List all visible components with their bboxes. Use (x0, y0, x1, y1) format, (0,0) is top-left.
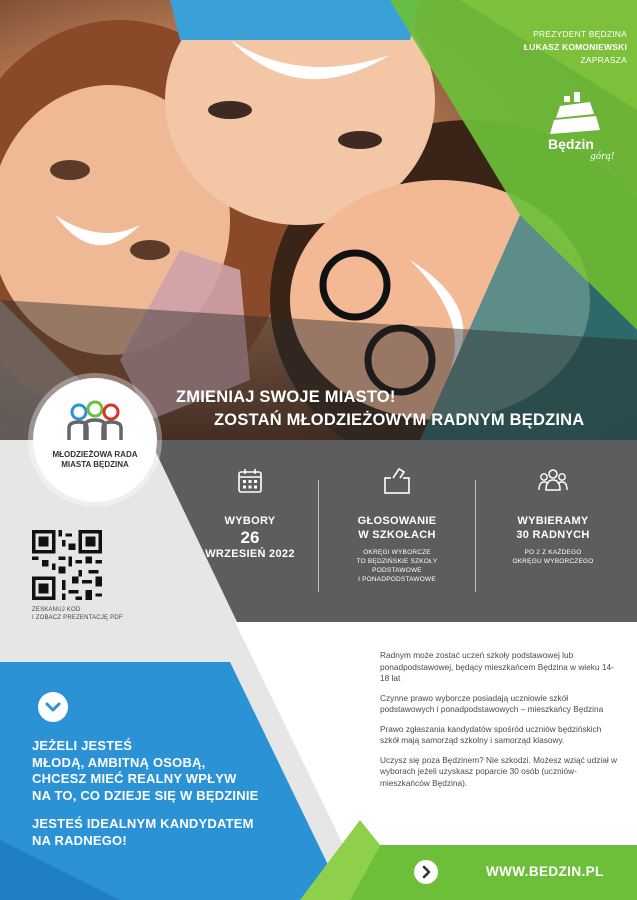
scroll-down-button[interactable] (38, 692, 68, 722)
elections-label: WYBORY (224, 515, 276, 527)
eligibility-paragraph-1: Radnym może zostać uczeń szkoły podstawowej lub ponadpodstawowej, będący mieszkańcem Będzina w wieku 14-18 lat (380, 650, 614, 683)
info-voting-in-schools (322, 466, 472, 584)
council-count-details (478, 548, 628, 566)
cta-line-4: NA TO, CO DZIEJE SIĘ W BĘDZINIE (32, 787, 259, 803)
youth-council-logo (33, 378, 157, 502)
ballot-box-icon (382, 466, 412, 496)
eligibility-paragraph-3: Prawo zgłaszania kandydatów spośród uczniów będzińskich szkół mają samorząd szkolny i samorząd klasowy. (380, 723, 602, 745)
youth-council-line-2: MIASTA BĘDZINA (61, 460, 129, 469)
president-name: ŁUKASZ KOMONIEWSKI (523, 42, 627, 52)
call-to-action (32, 738, 259, 849)
qr-caption (32, 606, 123, 622)
voting-label-2: W SZKOŁACH (358, 529, 436, 541)
council-count-label-1: WYBIERAMY (517, 515, 589, 527)
voting-details (322, 548, 472, 584)
elections-day: 26 (240, 528, 260, 547)
voting-detail-4: I PONADPODSTAWOWE (358, 576, 436, 583)
elections-month: WRZESIEŃ 2022 (205, 548, 295, 560)
info-council-count (478, 466, 628, 566)
divider (475, 480, 476, 592)
divider (318, 480, 319, 592)
chevron-right-icon (414, 860, 438, 884)
voting-label-1: GŁOSOWANIE (357, 515, 437, 527)
youth-council-name (33, 450, 157, 470)
qr-caption-line-2: I ZOBACZ PREZENTACJĘ PDF (32, 615, 123, 621)
main-headline (176, 386, 584, 432)
cta-line-1: JEŻELI JESTEŚ (32, 738, 133, 753)
youth-council-people-icon (33, 378, 157, 502)
president-invitation (447, 28, 627, 67)
headline-line-2: ZOSTAŃ MŁODZIEŻOWYM RADNYM BĘDZINA (214, 411, 585, 429)
voting-detail-2: TO BĘDZIŃSKIE SZKOŁY (356, 558, 438, 565)
qr-code[interactable] (32, 530, 102, 600)
president-line-3: ZAPRASZA (580, 55, 627, 65)
qr-caption-line-1: ZESKANUJ KOD (32, 607, 81, 613)
youth-council-line-1: MŁODZIEŻOWA RADA (52, 450, 138, 459)
voting-detail-3: PODSTAWOWE (372, 567, 422, 574)
eligibility-paragraph-2: Czynne prawo wyborcze posiadają uczniowie szkół podstawowych i ponadpodstawowych – mieszkańcy Będzina (380, 692, 604, 714)
council-count-label-2: 30 RADNYCH (516, 529, 590, 541)
city-logo-tagline: górą! (590, 152, 615, 162)
council-count-detail-1: PO 2 Z KAŻDEGO (524, 549, 582, 556)
website-link-button[interactable] (414, 860, 438, 884)
cta-line-5: JESTEŚ IDEALNYM KANDYDATEM (32, 816, 254, 831)
eligibility-paragraph-4: Uczysz się poza Będzinem? Nie szkodzi. Możesz wziąć udział w wyborach jeżeli uzyskasz poparcie 30 osób (uczniów-mieszkańców Będzina). (380, 754, 618, 788)
info-elections-date (175, 466, 325, 561)
cta-line-6: NA RADNEGO! (32, 832, 127, 848)
cta-line-3: CHCESZ MIEĆ REALNY WPŁYW (32, 771, 237, 786)
website-url[interactable]: WWW.BEDZIN.PL (486, 864, 604, 879)
cta-line-2: MŁODĄ, AMBITNĄ OSOBĄ, (32, 754, 206, 770)
president-line-1: PREZYDENT BĘDZINA (533, 29, 627, 39)
voting-detail-1: OKRĘGI WYBORCZE (363, 549, 431, 556)
chevron-down-icon (38, 692, 68, 722)
city-logo-name: Będzin (548, 136, 594, 152)
council-count-detail-2: OKRĘGU WYBORCZEGO (512, 558, 594, 565)
headline-line-1: ZMIENIAJ SWOJE MIASTO! (176, 388, 396, 406)
people-group-icon (533, 466, 573, 496)
eligibility-info (380, 650, 620, 797)
calendar-icon (235, 466, 265, 496)
